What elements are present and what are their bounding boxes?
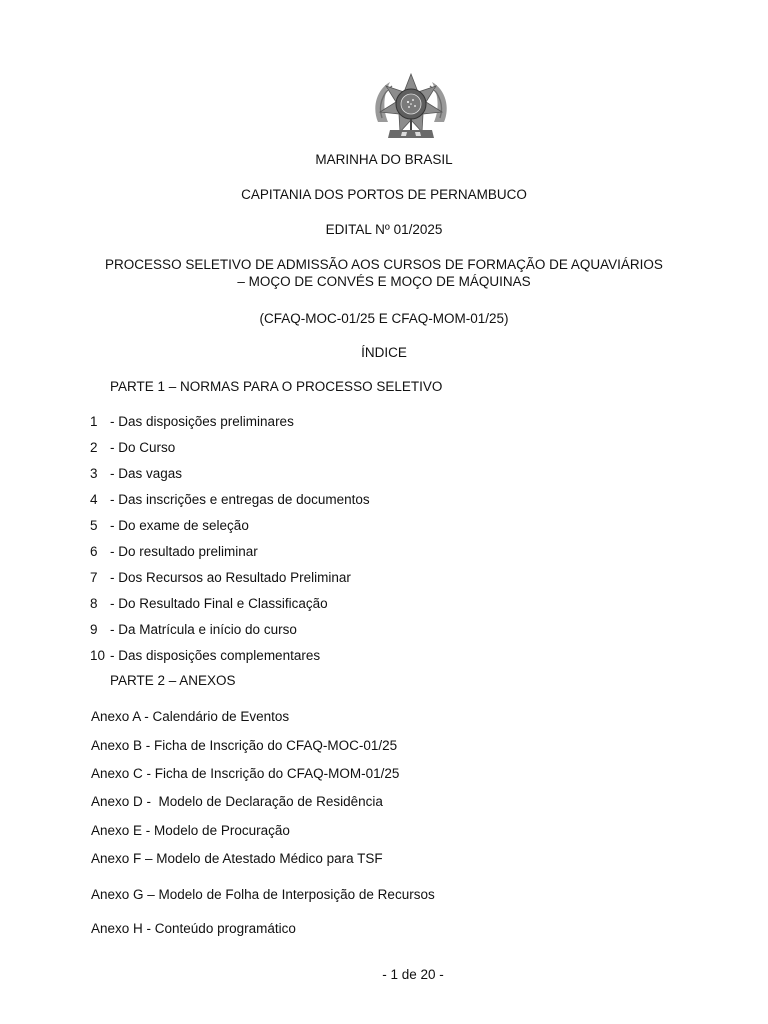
toc-item-number: 2: [90, 440, 98, 455]
page-number: - 1 de 20 -: [382, 967, 444, 982]
part-1-heading: PARTE 1 – NORMAS PARA O PROCESSO SELETIVO: [110, 379, 443, 394]
annex-item: Anexo E - Modelo de Procuração: [91, 823, 290, 838]
edital-number: EDITAL Nº 01/2025: [325, 222, 443, 237]
annex-item: Anexo F – Modelo de Atestado Médico para TSF: [91, 851, 383, 866]
course-codes: (CFAQ-MOC-01/25 E CFAQ-MOM-01/25): [259, 311, 509, 326]
toc-item-text: - Das inscrições e entregas de documentos: [110, 492, 370, 507]
annex-item: Anexo H - Conteúdo programático: [91, 921, 296, 936]
toc-item-number: 5: [90, 518, 98, 533]
toc-item-text: - Das vagas: [110, 466, 183, 481]
toc-item-number: 4: [90, 492, 98, 507]
toc-item-number: 6: [90, 544, 98, 559]
toc-item-text: - Da Matrícula e início do curso: [110, 622, 297, 637]
index-title: ÍNDICE: [361, 345, 407, 360]
annex-item: Anexo G – Modelo de Folha de Interposição de Recursos: [91, 887, 435, 902]
toc-item-number: 3: [90, 466, 98, 481]
annex-item: Anexo A - Calendário de Eventos: [91, 709, 290, 724]
org-name: MARINHA DO BRASIL: [315, 152, 453, 167]
annex-item: Anexo B - Ficha de Inscrição do CFAQ-MOC-01/25: [91, 738, 398, 753]
toc-item-number: 8: [90, 596, 98, 611]
toc-item-number: 9: [90, 622, 98, 637]
toc-item-number: 7: [90, 570, 98, 585]
annex-item: Anexo D - Modelo de Declaração de Residência: [91, 794, 383, 809]
toc-item-number: 10: [90, 648, 106, 663]
toc-item-text: - Do exame de seleção: [110, 518, 249, 533]
part-2-heading: PARTE 2 – ANEXOS: [110, 673, 236, 688]
document-title-line-2: – MOÇO DE CONVÉS E MOÇO DE MÁQUINAS: [237, 274, 531, 289]
document-title-line-1: PROCESSO SELETIVO DE ADMISSÃO AOS CURSOS DE FORMAÇÃO DE AQUAVIÁRIOS: [105, 257, 663, 272]
toc-item-text: - Das disposições complementares: [110, 648, 321, 663]
toc-item-text: - Dos Recursos ao Resultado Preliminar: [110, 570, 351, 585]
toc-item-text: - Do Curso: [110, 440, 176, 455]
coat-of-arms-of-brazil-icon: [368, 72, 454, 144]
toc-item-number: 1: [90, 414, 98, 429]
toc-item-text: - Do resultado preliminar: [110, 544, 258, 559]
annex-item: Anexo C - Ficha de Inscrição do CFAQ-MOM-01/25: [91, 766, 400, 781]
toc-item-text: - Das disposições preliminares: [110, 414, 294, 429]
toc-item-text: - Do Resultado Final e Classificação: [110, 596, 328, 611]
org-unit: CAPITANIA DOS PORTOS DE PERNAMBUCO: [241, 187, 527, 202]
